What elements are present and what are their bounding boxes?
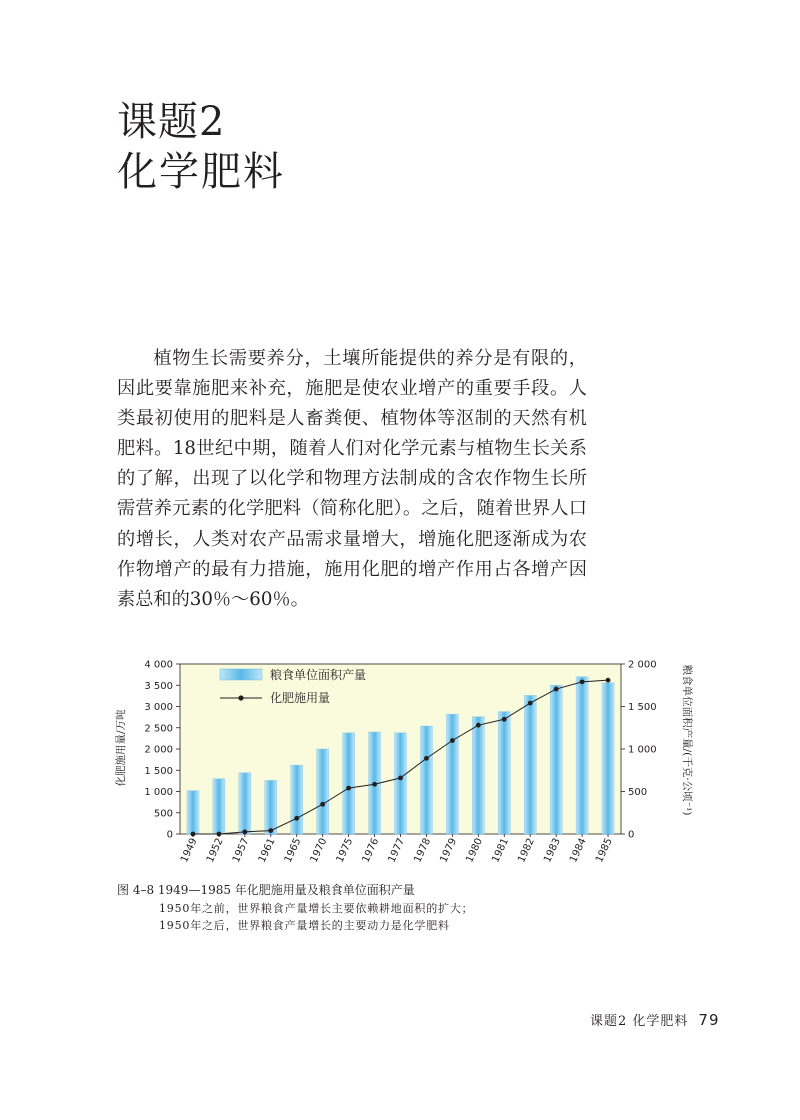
bar-1984	[576, 677, 588, 834]
bar-1978	[420, 726, 432, 834]
x-tick-label: 1957	[230, 836, 252, 865]
lesson-number-heading: 课题2	[117, 99, 226, 145]
point-1970	[320, 802, 325, 807]
x-tick-label: 1976	[360, 836, 382, 865]
point-1982	[528, 701, 533, 706]
left-tick-label: 500	[153, 808, 173, 820]
right-axis-ticks	[621, 660, 657, 841]
bar-1949	[187, 791, 199, 834]
x-tick-label: 1975	[334, 836, 356, 865]
point-1957	[242, 829, 247, 834]
point-1984	[580, 679, 585, 684]
point-1977	[398, 776, 403, 781]
left-axis-label: 化肥施用量/万吨	[115, 709, 127, 787]
figure-caption	[117, 881, 473, 933]
page-footer	[590, 1010, 720, 1029]
bar-1979	[446, 714, 458, 834]
point-1983	[554, 687, 559, 692]
bar-1985	[602, 683, 614, 834]
left-tick-label: 4 000	[144, 659, 173, 671]
left-tick-label: 2 000	[144, 744, 173, 756]
point-1976	[372, 782, 377, 787]
x-tick-label: 1979	[438, 836, 460, 865]
x-tick-label: 1984	[568, 836, 589, 865]
x-tick-label: 1978	[412, 836, 434, 865]
point-1985	[606, 678, 611, 683]
bar-1983	[550, 685, 562, 834]
point-1978	[424, 756, 429, 761]
left-tick-label: 3 000	[144, 702, 173, 713]
x-tick-label: 1952	[204, 836, 226, 865]
legend-bar-label: 粮食单位面积产量	[270, 668, 367, 682]
point-1980	[476, 723, 481, 728]
x-tick-label: 1981	[490, 836, 511, 865]
right-axis-label: 粮食单位面积产量/(千克·公顷⁻¹)	[681, 664, 693, 816]
bar-1975	[343, 733, 355, 834]
bar-1980	[472, 717, 484, 834]
x-axis-ticks	[179, 834, 615, 864]
point-1961	[268, 828, 273, 833]
right-tick-label: 2 000	[628, 659, 657, 671]
bar-1982	[524, 695, 536, 834]
x-tick-label: 1983	[542, 836, 563, 865]
point-1975	[346, 786, 351, 791]
left-tick-label: 1 500	[144, 765, 173, 777]
right-tick-label: 1 500	[628, 702, 657, 713]
left-tick-label: 0	[166, 829, 173, 841]
x-tick-label: 1961	[256, 836, 278, 865]
left-tick-label: 1 000	[144, 787, 173, 798]
right-tick-label: 500	[628, 787, 648, 798]
legend-bar-swatch	[220, 669, 262, 680]
figure-caption-line2: 1950年之后，世界粮食产量增长的主要动力是化学肥料	[159, 919, 450, 932]
bar-1961	[265, 780, 277, 834]
bar-1970	[317, 749, 329, 834]
right-tick-label: 0	[628, 829, 635, 841]
bar-1952	[213, 779, 225, 834]
legend-line-label: 化肥施用量	[270, 691, 331, 705]
point-1981	[502, 717, 507, 722]
fertilizer-yield-chart	[110, 652, 710, 877]
lesson-title-heading: 化学肥料	[117, 149, 285, 195]
bar-1965	[291, 765, 303, 834]
x-tick-label: 1965	[282, 836, 304, 865]
left-tick-label: 2 500	[144, 723, 173, 735]
x-tick-label: 1982	[516, 836, 537, 865]
left-tick-label: 3 500	[144, 680, 173, 692]
figure-caption-title: 图 4–8 1949—1985 年化肥施用量及粮食单位面积产量	[117, 883, 415, 897]
left-axis-ticks	[144, 660, 180, 841]
body-paragraph: 植物生长需要养分，土壤所能提供的养分是有限的，因此要靠施肥来补充，施肥是使农业增产的重要手段。人类最初使用的肥料是人畜粪便、植物体等沤制的天然有机肥料。18世纪中期，随着人们对化学元素与植物生长关系的了解，出现了以化学和物理方法制成的含农作物生长所需营养元素的化学肥料（简称化肥）。之后，随着世界人口的增长，人类对农产品需求量增大，增施化肥逐渐成为农作物增产的最有力措施，施用化肥的增产作用占各增产因素总和的30％～60％。	[117, 348, 587, 610]
bar-1977	[395, 733, 407, 834]
point-1965	[294, 816, 299, 821]
bar-1981	[498, 712, 510, 834]
legend-line-marker	[238, 695, 243, 700]
x-tick-label: 1980	[464, 836, 486, 865]
page-number: 79	[698, 1011, 720, 1029]
x-tick-label: 1970	[308, 836, 330, 865]
x-tick-label: 1977	[386, 836, 408, 865]
bar-1957	[239, 773, 251, 834]
x-tick-label: 1949	[178, 836, 200, 865]
right-tick-label: 1 000	[628, 744, 657, 756]
point-1979	[450, 738, 455, 743]
figure-caption-line1: 1950年之前，世界粮食产量增长主要依赖耕地面积的扩大；	[159, 902, 474, 915]
x-tick-label: 1985	[594, 836, 615, 865]
footer-section-title: 课题2 化学肥料	[590, 1014, 689, 1029]
